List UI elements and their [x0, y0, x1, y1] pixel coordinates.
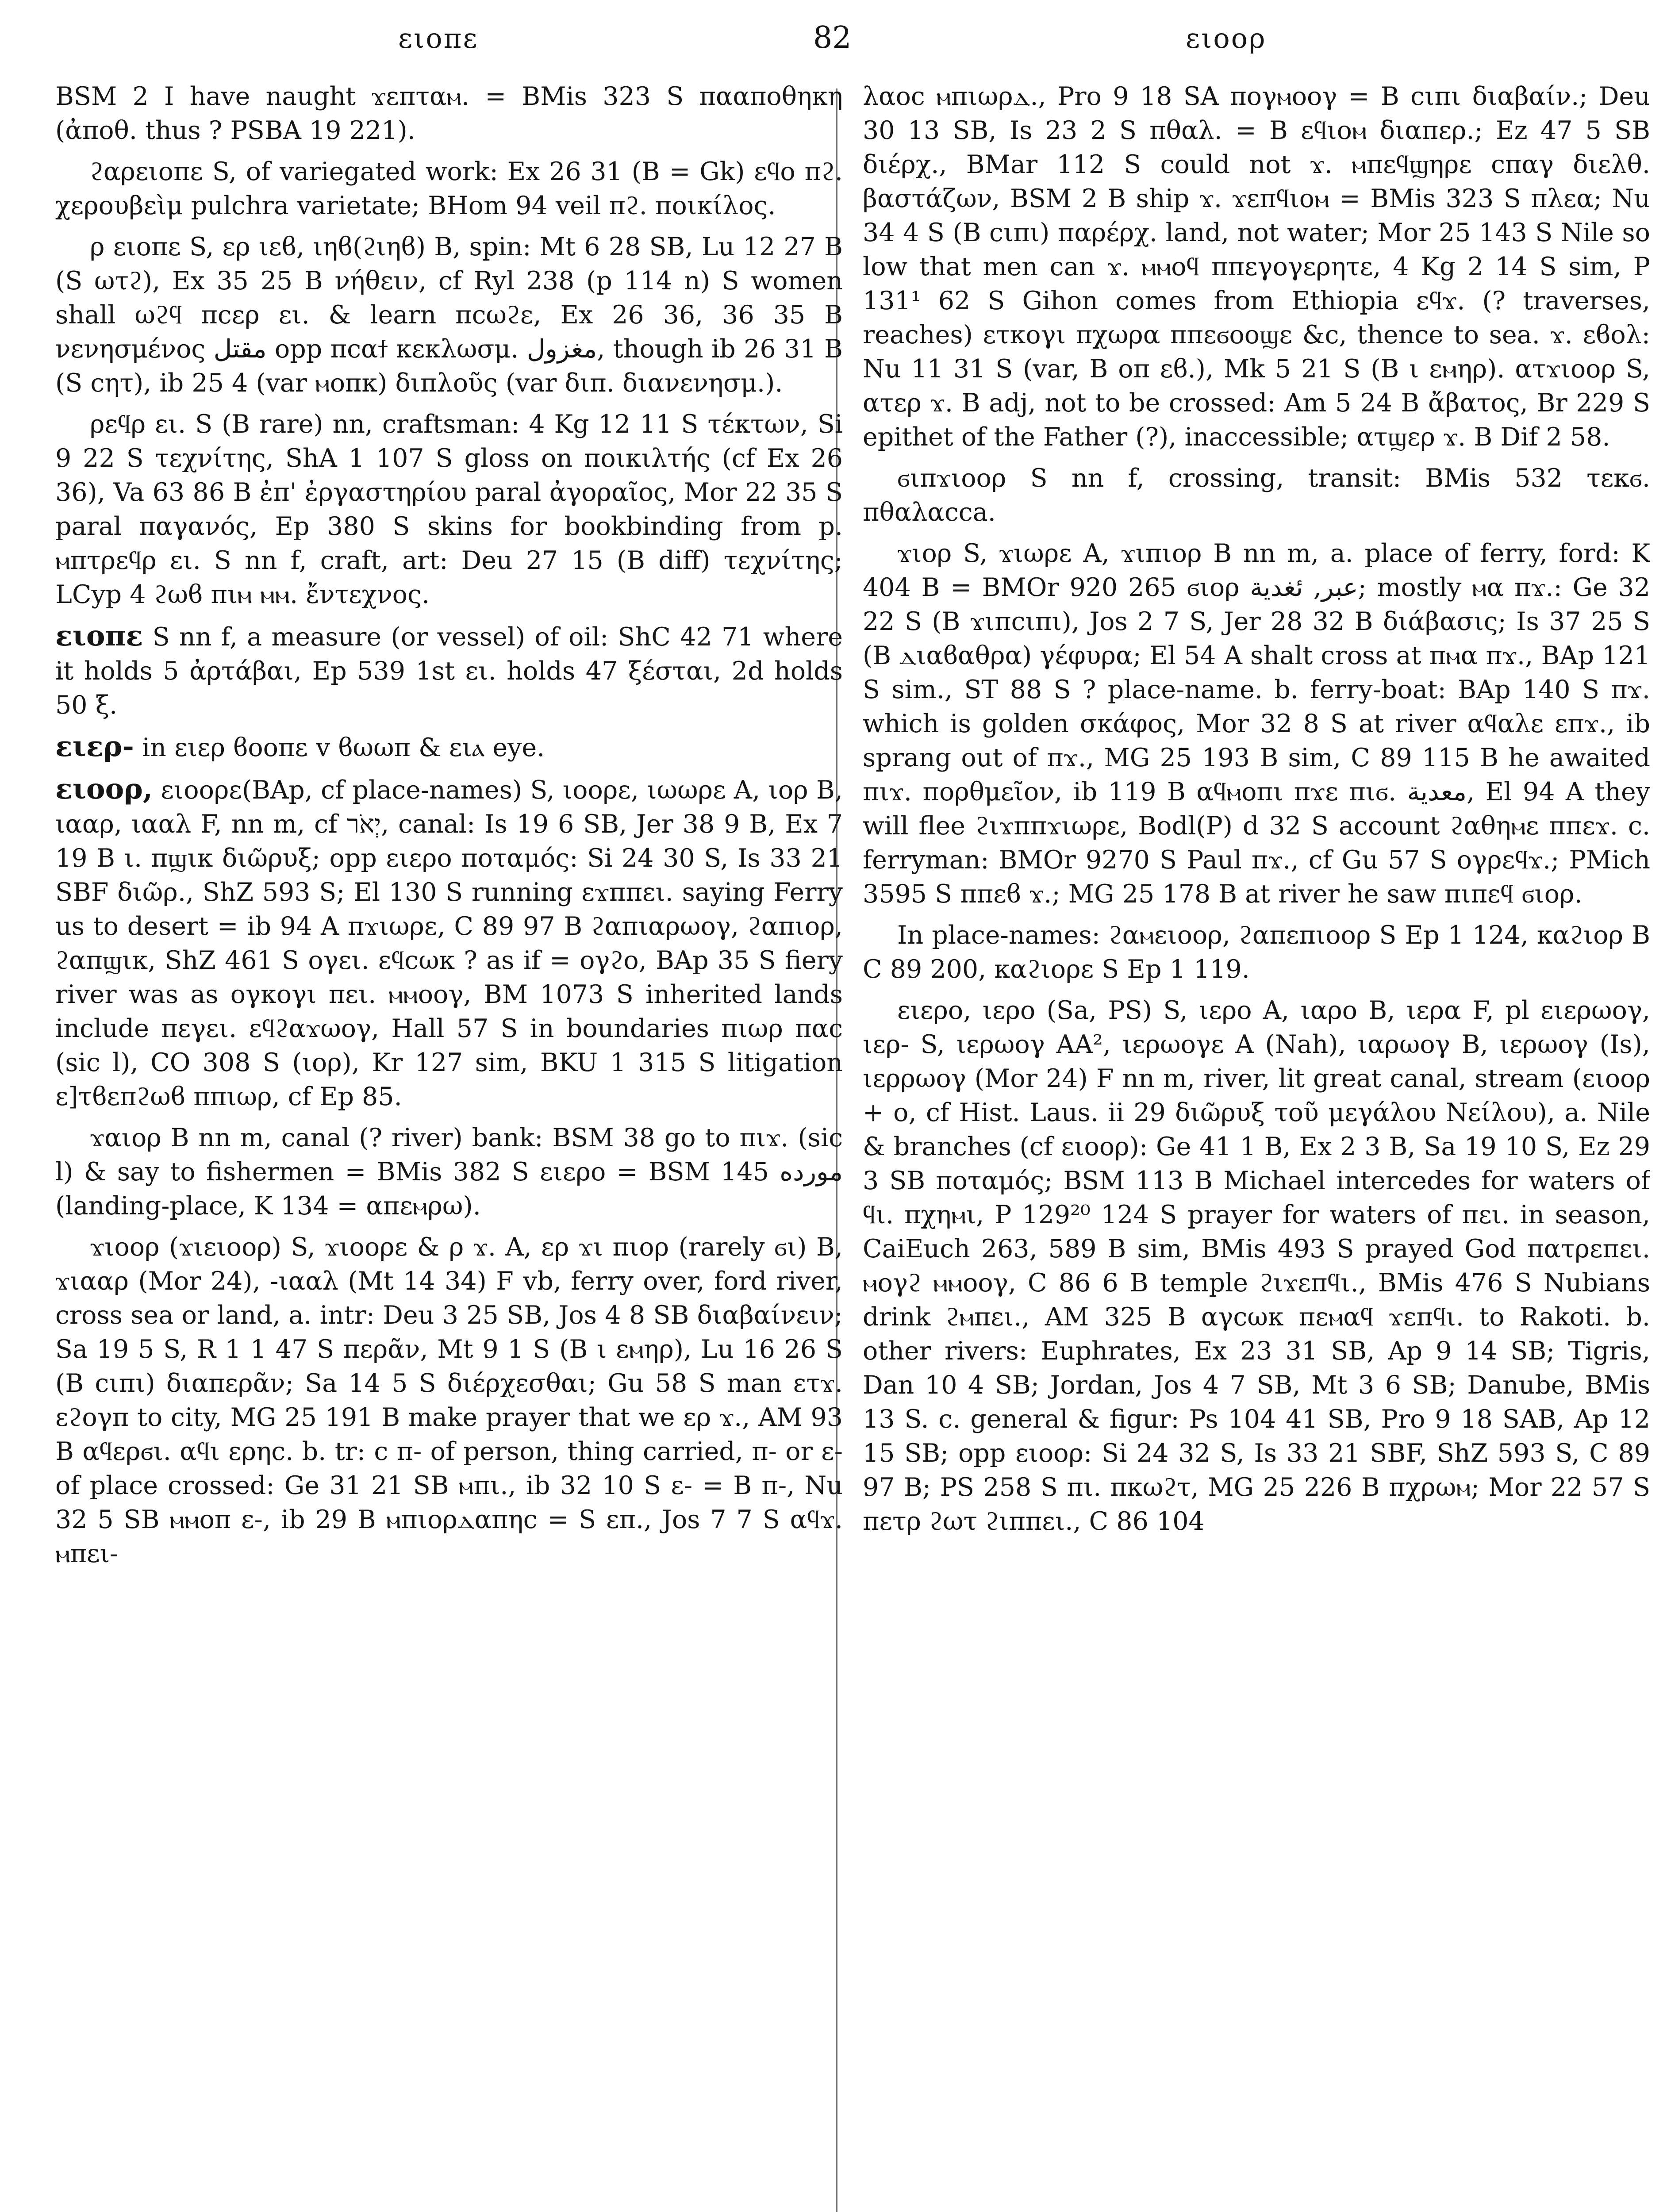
- entry-subentry: ϩαρειοπε S, of variegated work: Ex 26 31 (B = Gk) εϥο πϩ. χερουβεὶμ pulchra varietate; BHom 94 veil πϩ. ποικίλος.: [55, 157, 843, 220]
- entry-continuation: BSM 2 I have naught ϫεπταⲙ. = BMis 323 S πααποθηκη (ἀποθ. thus ? PSBA 19 221).: [55, 82, 843, 145]
- left-column: [55, 80, 843, 2212]
- entry-subentry: ρ ειοπε S, ερ ιεϐ, ιηϐ(ϩιηϐ) B, spin: Mt 6 28 SB, Lu 12 27 B (S ωτϩ), Ex 35 25 B νήθειν, cf Ryl 238 (p 114 n) S women shall ωϩϥ πcερ ει. & learn πcωϩε, Ex 26 36, 36 35 B νενησμένος مقتل opp πcαϯ κεκλωσμ. مغزول, though ib 26 31 B (S cητ), ib 25 4 (var ⲙοπκ) διπλοῦς (var διπ. διανενησμ.).: [55, 232, 843, 398]
- right-running-head: ειοορ: [1186, 22, 1267, 54]
- lemma: ειοπε: [55, 619, 143, 653]
- entry-subentry: ϫαιορ B nn m, canal (? river) bank: BSM 38 go to πιϫ. (sic l) & say to fishermen = BMis 382 S ειερο = BSM 145 مورده (landing-place, K 134 = απεⲙρω).: [55, 1123, 843, 1221]
- entry-headword: ειοορ, ειοορε(BAp, cf place-names) S, ιοορε, ιωωρε A, ιορ B, ιααρ, ιααλ F, nn m, cf יְאֹר, canal: Is 19 6 SB, Jer 38 9 B, Ex 7 19 B ι. πϣικ διῶρυξ; opp ειερο ποταμός: Si 24 30 S, Is 33 21 SBF διῶρ., ShZ 593 S; El 130 S running εϫππει. saying Ferry us to desert = ib 94 A πϫιωρε, C 89 97 B ϩαπιαρωογ, ϩαπιορ, ϩαπϣικ, ShZ 461 S ογει. εϥcωκ ? as if = ογϩο, BAp 35 S fiery river was as ογκογι πει. ⲙⲙοογ, BM 1073 S inherited lands include πεγει. εϥϩαϫωογ, Hall 57 S in boundaries πιωρ παc (sic l), CO 308 S (ιορ), Kr 127 sim, BKU 1 315 S litigation ε]τϐεπϩωϐ ππιωρ, cf Ep 85.: [55, 772, 843, 1111]
- entry-headword: ειερ- in ειερ ϐοοπε v ϐωωπ & ειⲁ eye.: [55, 730, 545, 763]
- entry-subentry: In place-names: ϩαⲙειοορ, ϩαπεπιοορ S Ep 1 124, καϩιορ B C 89 200, καϩιορε S Ep 1 119.: [863, 921, 1650, 984]
- entry-continuation: λαοc ⲙπιωρⲇ., Pro 9 18 SA πογⲙοογ = B cιπι διαβαίν.; Deu 30 13 SB, Is 23 2 S πθαλ. = B εϥιοⲙ διαπερ.; Ez 47 5 SB διέρχ., BMar 112 S could not ϫ. ⲙπεϥϣηρε cπαγ διελθ. βαστάζων, BSM 2 B ship ϫ. ϫεπϥιοⲙ = BMis 323 S πλεα; Nu 34 4 S (B cιπι) παρέρχ. land, not water; Mor 25 143 S Nile so low that men can ϫ. ⲙⲙοϥ ππεγογερητε, 4 Kg 2 14 S sim, P 131¹ 62 S Gihon comes from Ethiopia εϥϫ. (? traverses, reaches) ετκογι πχωρα ππεϭοοϣε &c, thence to sea. ϫ. εϐολ: Nu 11 31 S (var, B οπ εϐ.), Mk 5 21 S (B ι εⲙηρ). ατϫιοορ S, ατερ ϫ. B adj, not to be crossed: Am 5 24 B ἄβατος, Br 229 S epithet of the Father (?), inaccessible; ατϣερ ϫ. B Dif 2 58.: [863, 82, 1650, 452]
- entry-subentry: ειερο, ιερο (Sa, PS) S, ιερο A, ιαρο B, ιερα F, pl ειερωογ, ιερ- S, ιερωογ AA², ιερωογε A (Nah), ιαρωογ B, ιερωογ (Is), ιερρωογ (Mor 24) F nn m, river, lit great canal, stream (ειοορ + ο, cf Hist. Laus. ii 29 διῶρυξ τοῦ μεγάλου Νείλου), a. Nile & branches (cf ειοορ): Ge 41 1 B, Ex 2 3 B, Sa 19 10 S, Ez 29 3 SB ποταμός; BSM 113 B Michael intercedes for waters of ϥι. πχηⲙι, P 129²⁰ 124 S prayer for waters of πει. in season, CaiEuch 263, 589 B sim, BMis 493 S prayed God πατρεπει. ⲙογϩ ⲙⲙοογ, C 86 6 B temple ϩιϫεπϥι., BMis 476 S Nubians drink ϩⲙπει., AM 325 B αγcωκ πεⲙαϥ ϫεπϥι. to Rakoti. b. other rivers: Euphrates, Ex 23 31 SB, Ap 9 14 SB; Tigris, Dan 10 4 SB; Jordan, Jos 4 7 SB, Mt 3 6 SB; Danube, BMis 13 S. c. general & figur: Ps 104 41 SB, Pro 9 18 SAB, Ap 12 15 SB; opp ειοορ: Si 24 32 S, Is 33 21 SBF, ShZ 593 S, C 89 97 B; PS 258 S πι. πκωϩτ, MG 25 226 B πχρωⲙ; Mor 22 57 S πετρ ϩωτ ϩιππει., C 86 104: [863, 996, 1650, 1536]
- entry-subentry: ϫιορ S, ϫιωρε A, ϫιπιορ B nn m, a. place of ferry, ford: K 404 B = BMOr 920 265 ϭιορ عبر, ئغدية; mostly ⲙα πϫ.: Ge 32 22 S (B ϫιπcιπι), Jos 2 7 S, Jer 28 32 B διάβασις; Is 37 25 S (B ⲇιαϐαθρα) γέφυρα; El 54 A shalt cross at πⲙα πϫ., BAp 121 S sim., ST 88 S ? place-name. b. ferry-boat: BAp 140 S πϫ. which is golden σκάφος, Mor 32 8 S at river αϥαλε επϫ., ib sprang out of πϫ., MG 25 193 B sim, C 89 115 B he awaited πιϫ. πορθμεῖον, ib 119 B αϥⲙοπι πϫε πιϭ. معدية, El 94 A they will flee ϩιϫππϫιωρε, Bodl(P) d 32 S account ϩαθηⲙε ππεϫ. c. ferryman: BMOr 9270 S Paul πϫ., cf Gu 57 S ογρεϥϫ.; PMich 3595 S ππεϐ ϫ.; MG 25 178 B at river he saw πιπεϥ ϭιορ.: [863, 539, 1650, 909]
- right-column: [863, 80, 1650, 2212]
- lemma: ειερ-: [55, 730, 134, 763]
- entry-subentry: ϫιοορ (ϫιειοορ) S, ϫιοορε & ρ ϫ. A, ερ ϫι πιορ (rarely ϭι) B, ϫιααρ (Mor 24), -ιααλ (Mt 14 34) F vb, ferry over, ford river, cross sea or land, a. intr: Deu 3 25 SB, Jos 4 8 SB διαβαίνειν; Sa 19 5 S, R 1 1 47 S περᾶν, Mt 9 1 S (B ι εⲙηρ), Lu 16 26 S (B cιπι) διαπερᾶν; Sa 14 5 S διέρχεσθαι; Gu 58 S man ετϫ. εϩογπ to city, MG 25 191 B make prayer that we ερ ϫ., AM 93 B αϥερϭι. αϥι ερηc. b. tr: c π- of person, thing carried, π- or ε- of place crossed: Ge 31 21 SB ⲙπι., ib 32 10 S ε- = B π-, Nu 32 5 SB ⲙⲙοπ ε-, ib 29 B ⲙπιορⲇαπηc = S επ., Jos 7 7 S αϥϫ. ⲙπει-: [55, 1233, 843, 1568]
- lemma: ειοορ,: [55, 772, 153, 806]
- entry-subentry: ϭιπϫιοορ S nn f, crossing, transit: BMis 532 τεκϭ. πθαλαcca.: [863, 464, 1650, 527]
- page-number: 82: [813, 20, 852, 55]
- entry-subentry: ρεϥρ ει. S (B rare) nn, craftsman: 4 Kg 12 11 S τέκτων, Si 9 22 S τεχνίτης, ShA 1 107 S gloss on ποικιλτής (cf Ex 26 36), Va 63 86 B ἐπ' ἐργαστηρίου paral ἀγοραῖος, Mor 22 35 S paral παγανός, Ep 380 S skins for bookbinding from p. ⲙπτρεϥρ ει. S nn f, craft, art: Deu 27 15 (B diff) τεχνίτης; LCyp 4 ϩωϐ πιⲙ ⲙⲙ. ἔντεχνος.: [55, 410, 843, 609]
- left-running-head: ειοπε: [398, 22, 479, 54]
- entry-headword: ειοπε S nn f, a measure (or vessel) of oil: ShC 42 71 where it holds 5 ἀρτάβαι, Ep 539 1st ει. holds 47 ξέσται, 2d holds 50 ξ.: [55, 619, 843, 720]
- running-header: [0, 22, 1667, 75]
